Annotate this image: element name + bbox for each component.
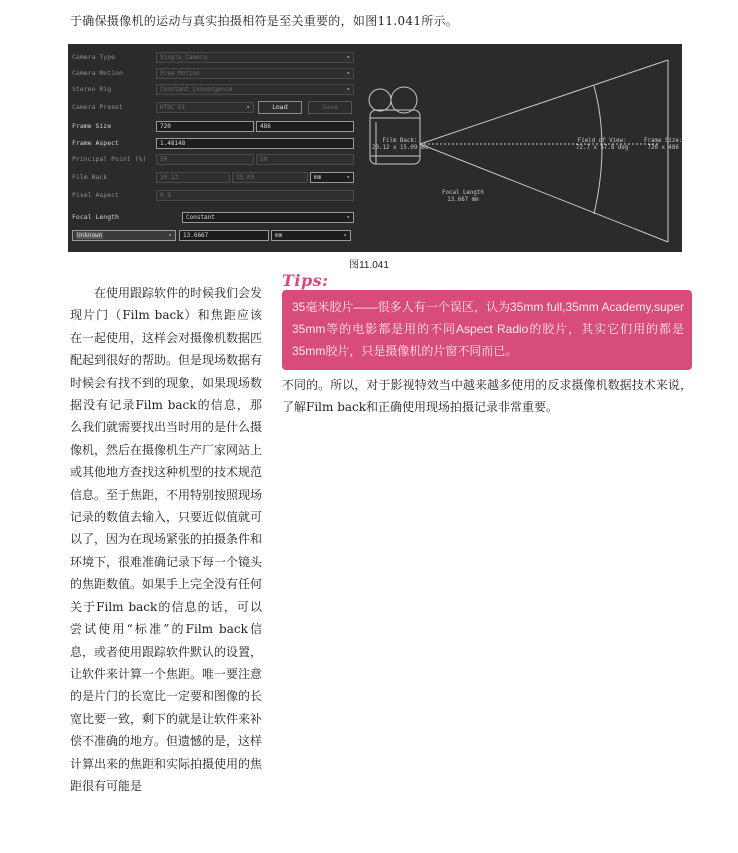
frame-size-row bbox=[72, 120, 354, 132]
film-back-label: Film Back: 20.12 x 15.09 mm bbox=[372, 138, 428, 151]
frame-size-diagram-label: Frame Size: 720 x 486 bbox=[644, 138, 682, 151]
stereo-rig-row bbox=[72, 83, 354, 95]
principal-point-label: Principal Point (%) bbox=[72, 155, 147, 163]
frame-height-input[interactable]: 486 bbox=[256, 121, 354, 132]
camera-preset-label: Camera Preset bbox=[72, 103, 123, 111]
camera-type-label: Camera Type bbox=[72, 53, 116, 61]
left-column bbox=[70, 282, 262, 797]
load-button[interactable]: Load bbox=[258, 101, 302, 114]
pixel-aspect-input[interactable]: 0.9 bbox=[156, 190, 354, 201]
stereo-rig-label: Stereo Rig bbox=[72, 85, 112, 93]
film-back-width-input[interactable]: 20.12 bbox=[156, 172, 230, 183]
film-reel-left-icon bbox=[369, 89, 391, 111]
tips-heading: Tips: bbox=[282, 271, 329, 290]
stereo-rig-select[interactable]: Constant Convergence ▾ bbox=[156, 84, 354, 95]
principal-y-input[interactable]: 50 bbox=[256, 154, 354, 165]
camera-motion-label: Camera Motion bbox=[72, 69, 123, 77]
body-paragraph: 在使用跟踪软件的时候我们会发现片门（Film back）和焦距应该在一起使用，这样会对摄像机数据匹配起到很好的帮助。但是现场数据有时候会有找不到的现象，如果现场数据没有记录Film back的信息，那么我们就需要找出当时用的是什么摄像机，然后在摄像机生产厂家网站上或其他地方查找这种机型的技术规范信息。至于焦距，不用特别按照现场记录的数值去输入，只要近似值就可以了，因为在现场紧张的拍摄条件和环境下，很难准确记录下每一个镜头的焦距数值。如果手上完全没有任何关于Film back的信息的话，可以尝试使用“标准”的Film back信息，或者使用跟踪软件默认的设置，让软件来计算一个焦距。唯一要注意的是片门的长宽比一定要和图像的长宽比要一致，剩下的就是让软件来补偿不准确的地方。但遗憾的是，这样计算出来的焦距和实际拍摄使用的焦距很有可能是 bbox=[70, 286, 263, 793]
camera-preset-row bbox=[72, 101, 352, 113]
film-back-label: Film Back bbox=[72, 173, 108, 181]
camera-motion-row bbox=[72, 67, 354, 79]
figure-screenshot bbox=[68, 44, 682, 252]
camera-type-select[interactable]: Single Camera ▾ bbox=[156, 52, 354, 63]
field-of-view-label: Field of View: 72.7 x 57.8 deg bbox=[576, 138, 629, 151]
right-column bbox=[282, 374, 692, 419]
chevron-down-icon: ▾ bbox=[346, 213, 350, 221]
frame-aspect-input[interactable]: 1.48148 bbox=[156, 138, 354, 149]
film-back-row bbox=[72, 171, 354, 183]
figure-caption: 图11.041 bbox=[349, 260, 389, 271]
focal-length-value-row bbox=[72, 229, 351, 241]
chevron-down-icon: ▾ bbox=[168, 231, 172, 239]
frame-aspect-label: Frame Aspect bbox=[72, 139, 119, 147]
focal-length-preset-select[interactable]: Unknown ▾ bbox=[72, 230, 176, 241]
save-button[interactable]: Save bbox=[308, 101, 352, 114]
film-back-height-input[interactable]: 15.09 bbox=[232, 172, 308, 183]
tips-text: 35毫米胶片——很多人有一个误区，认为35mm full,35mm Academy,super 35mm等的电影都是用的不同Aspect Radio的胶片，其实它们用的都是35mm胶片，只是摄像机的片窗不同而已。 bbox=[292, 300, 684, 358]
focal-length-label: Focal Length bbox=[72, 213, 119, 221]
intro-line: 于确保摄像机的运动与真实拍摄相符是至关重要的，如图11.041所示。 bbox=[70, 14, 459, 28]
pixel-aspect-row bbox=[72, 189, 354, 201]
camera-type-row bbox=[72, 51, 354, 63]
film-reel-right-icon bbox=[391, 87, 417, 113]
camera-diagram bbox=[358, 44, 682, 252]
body-paragraph-continued: 不同的。所以，对于影视特效当中越来越多使用的反求摄像机数据技术来说，了解Film back和正确使用现场拍摄记录非常重要。 bbox=[282, 378, 692, 415]
film-back-unit-select[interactable]: mm ▾ bbox=[310, 172, 354, 183]
chevron-down-icon: ▾ bbox=[246, 103, 250, 111]
chevron-down-icon: ▾ bbox=[346, 69, 350, 77]
chevron-down-icon: ▾ bbox=[346, 85, 350, 93]
frame-aspect-row bbox=[72, 137, 354, 149]
focal-length-unit-select[interactable]: mm ▾ bbox=[271, 230, 351, 241]
principal-point-row bbox=[72, 153, 354, 165]
focal-length-value-input[interactable]: 13.6667 bbox=[179, 230, 269, 241]
principal-x-input[interactable]: 50 bbox=[156, 154, 254, 165]
focal-length-mode-select[interactable]: Constant ▾ bbox=[182, 212, 354, 223]
chevron-down-icon: ▾ bbox=[346, 53, 350, 61]
pixel-aspect-label: Pixel Aspect bbox=[72, 191, 119, 199]
focal-length-row bbox=[72, 211, 354, 223]
camera-motion-select[interactable]: Free Motion ▾ bbox=[156, 68, 354, 79]
tips-box bbox=[282, 290, 692, 370]
chevron-down-icon: ▾ bbox=[343, 231, 347, 239]
camera-settings-panel bbox=[68, 44, 358, 252]
focal-length-diagram-label: Focal Length 13.667 mm bbox=[442, 190, 484, 203]
frame-size-label: Frame Size bbox=[72, 122, 112, 130]
frame-width-input[interactable]: 720 bbox=[156, 121, 254, 132]
camera-preset-select[interactable]: HTDC DI ▾ bbox=[156, 102, 254, 113]
chevron-down-icon: ▾ bbox=[346, 173, 350, 181]
